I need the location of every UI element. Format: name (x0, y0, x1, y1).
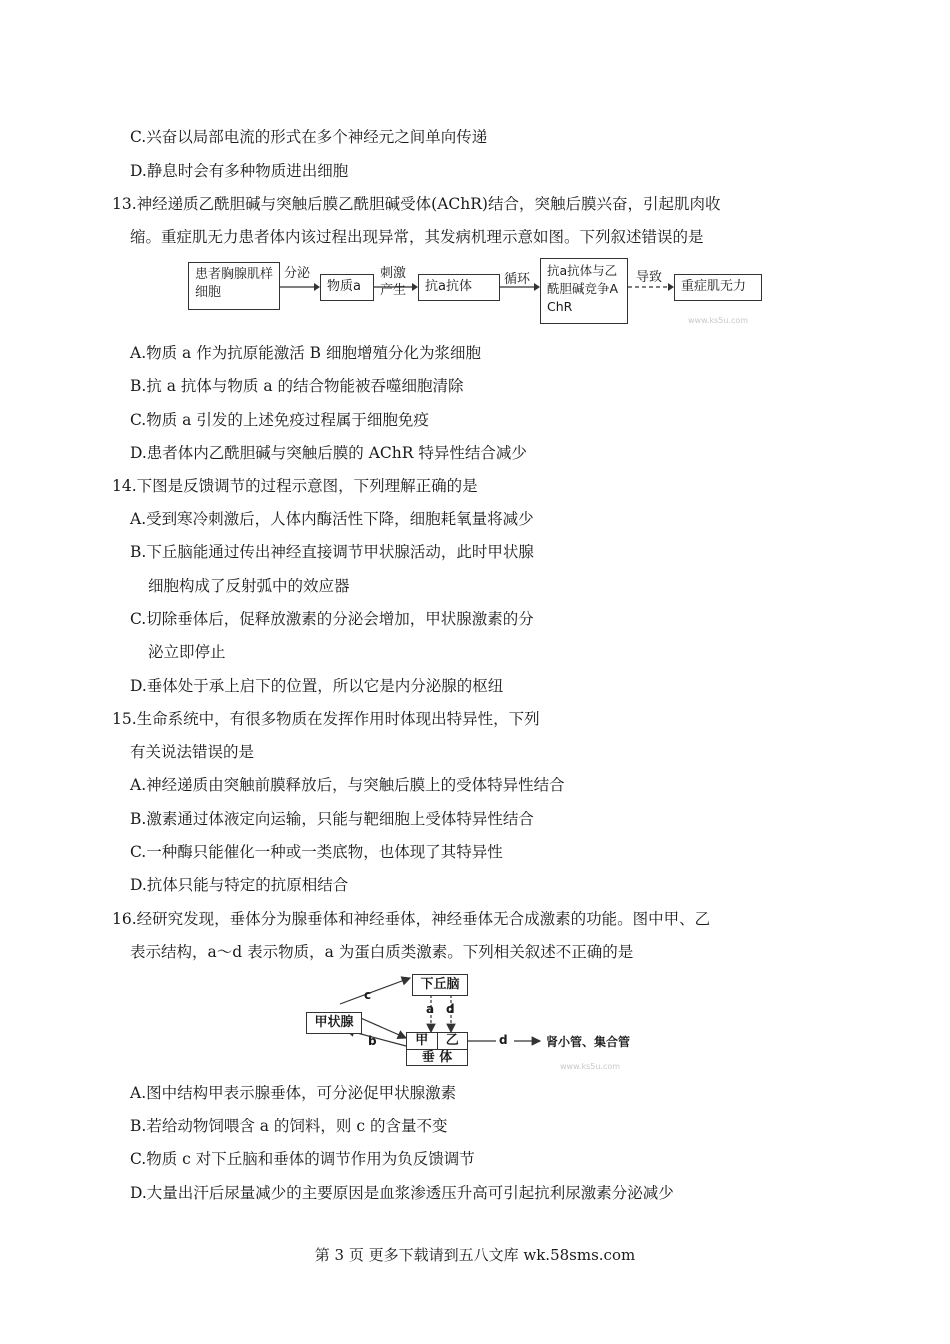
diagram16-watermark: www.ks5u.com (560, 1062, 621, 1071)
q16-option-c: C.物质 c 对下丘脑和垂体的调节作用为负反馈调节 (130, 1150, 475, 1168)
q13-option-c: C.物质 a 引发的上述免疫过程属于细胞免疫 (130, 411, 429, 429)
diagram13-label-stimulate: 刺激 (380, 266, 407, 281)
diagram13-label-cause: 导致 (636, 270, 663, 285)
q14-option-d: D.垂体处于承上启下的位置，所以它是内分泌腺的枢纽 (130, 677, 504, 695)
q14-option-a: A.受到寒冷刺激后，人体内酶活性下降，细胞耗氧量将减少 (130, 510, 534, 528)
q13-option-b: B.抗 a 抗体与物质 a 的结合物能被吞噬细胞清除 (130, 377, 464, 395)
q12-option-c: C.兴奋以局部电流的形式在多个神经元之间单向传递 (130, 128, 488, 146)
diagram16-jia: 甲 (407, 1033, 438, 1049)
diagram13-box-myasthenia: 重症肌无力 (674, 274, 762, 301)
diagram13-box-thymus-cells: 患者胸腺肌样细胞 (188, 262, 280, 310)
diagram13-label-secrete: 分泌 (284, 266, 311, 281)
q13-stem-line2: 缩。重症肌无力患者体内该过程出现异常，其发病机理示意如图。下列叙述错误的是 (130, 228, 704, 246)
diagram13-box-substance-a: 物质a (320, 274, 374, 301)
diagram13-label-produce: 产生 (380, 283, 407, 298)
q15-option-c: C.一种酶只能催化一种或一类底物，也体现了其特异性 (130, 843, 503, 861)
diagram16-hypothalamus: 下丘脑 (412, 974, 468, 996)
diagram16-thyroid: 甲状腺 (306, 1012, 362, 1034)
q16-option-a: A.图中结构甲表示腺垂体，可分泌促甲状腺激素 (130, 1084, 457, 1102)
diagram13-label-circulate: 循环 (504, 272, 531, 287)
q13-stem-line1: 13.神经递质乙酰胆碱与突触后膜乙酰胆碱受体(AChR)结合，突触后膜兴奋，引起肌肉收 (112, 195, 721, 213)
diagram16-label-d-right: d (499, 1033, 508, 1047)
diagram13-arrow-2 (374, 282, 418, 292)
diagram13-arrow-3 (500, 282, 540, 292)
diagram13-watermark: www.ks5u.com (688, 316, 749, 325)
q15-stem-line1: 15.生命系统中，有很多物质在发挥作用时体现出特异性，下列 (112, 710, 540, 728)
diagram16-yi: 乙 (445, 1033, 459, 1048)
q13-option-d: D.患者体内乙酰胆碱与突触后膜的 AChR 特异性结合减少 (130, 444, 527, 462)
q15-option-d: D.抗体只能与特定的抗原相结合 (130, 876, 349, 894)
q16-option-b: B.若给动物饲喂含 a 的饲料，则 c 的含量不变 (130, 1117, 448, 1135)
diagram16-label-c: c (364, 988, 372, 1002)
diagram16-pituitary-label: 垂 体 (421, 1050, 453, 1065)
diagram13-box-competition: 抗a抗体与乙酰胆碱竞争AChR (540, 258, 628, 324)
diagram13-box-anti-a-antibody: 抗a抗体 (418, 274, 500, 301)
q12-option-d: D.静息时会有多种物质进出细胞 (130, 162, 349, 180)
q14-option-c-line2: 泌立即停止 (148, 643, 226, 661)
q14-option-c-line1: C.切除垂体后，促释放激素的分泌会增加，甲状腺激素的分 (130, 610, 534, 628)
q15-option-a: A.神经递质由突触前膜释放后，与突触后膜上的受体特异性结合 (130, 776, 565, 794)
q16-option-d: D.大量出汗后尿量减少的主要原因是血浆渗透压升高可引起抗利尿激素分泌减少 (130, 1184, 674, 1202)
diagram16-pituitary (406, 1032, 468, 1066)
diagram16-label-a: a (426, 1002, 435, 1016)
diagram16-label-b: b (368, 1034, 377, 1048)
page-footer: 第 3 页 更多下载请到五八文库 wk.58sms.com (314, 1246, 636, 1264)
q15-option-b: B.激素通过体液定向运输，只能与靶细胞上受体特异性结合 (130, 810, 534, 828)
q14-option-b-line2: 细胞构成了反射弧中的效应器 (148, 577, 350, 595)
diagram16-kidney-tubules: 肾小管、集合管 (546, 1035, 631, 1049)
q16-stem-line2: 表示结构，a～d 表示物质，a 为蛋白质类激素。下列相关叙述不正确的是 (130, 943, 634, 961)
q14-stem: 14.下图是反馈调节的过程示意图，下列理解正确的是 (112, 477, 478, 495)
diagram13-arrow-1 (280, 282, 320, 292)
diagram13-arrow-4-dashed (628, 282, 674, 292)
q13-option-a: A.物质 a 作为抗原能激活 B 细胞增殖分化为浆细胞 (130, 344, 481, 362)
diagram16-label-d-upper: d (446, 1002, 455, 1016)
q16-stem-line1: 16.经研究发现，垂体分为腺垂体和神经垂体，神经垂体无合成激素的功能。图中甲、乙 (112, 910, 711, 928)
q15-stem-line2: 有关说法错误的是 (130, 743, 255, 761)
q14-option-b-line1: B.下丘脑能通过传出神经直接调节甲状腺活动，此时甲状腺 (130, 543, 534, 561)
